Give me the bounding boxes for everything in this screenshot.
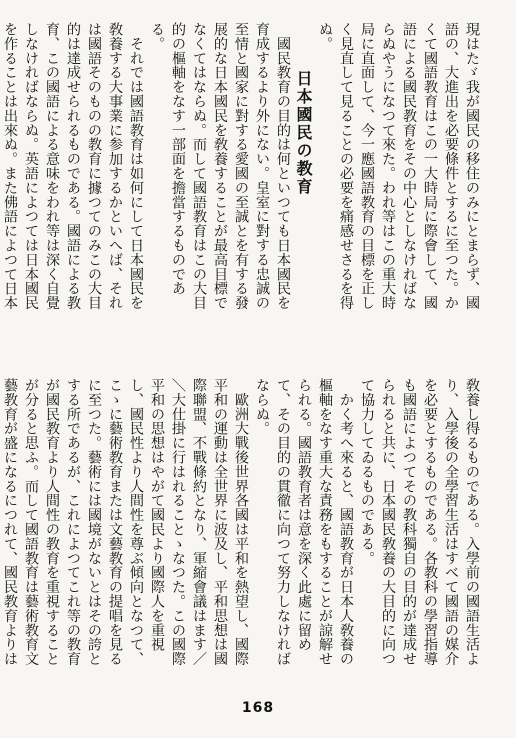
continued-paragraph: 敎養し得るものである。入學前の國語生活より、入學後の全學習生活はすべて國語の媒介を必要とするものである。各教科の學習指導も國語によつてその教科獨自の目的が達成せられると共に、日本國民敎養の大目的に向つて協力してゐるものである。 xyxy=(359,378,480,666)
paragraph: 國民教育の目的は何といつても日本國民を育成するより外にない。皇室に對する忠誠の至情と國家に對する愛國の至誠とを有する發展的な日本國民を敎養することが最高目標でなくてはならぬ。而して國語教育はこの大目的の樞軸をなす一部面を擔當するものである。 xyxy=(149,22,291,311)
lower-text-block xyxy=(2,378,482,670)
page-number: 168 xyxy=(241,700,275,716)
paragraph: 歐洲大戰後世界各國は平和を熱望し、國際平和の運動は全世界に波及し、平和思想は國際聯盟、不戰條約となり、軍縮會議はます／＼大仕掛に行はれることゝなつた。この國際平和の思想はやがて國民より國際人を重視し、國民性より人間性を尊ぶ傾向となつて、こゝに藝術教育または文藝教育の提唱を見るに至つた。藝術には國境がないとはその誇とする所であるが、これによつてこれ等の教育が國民教育より人間性の教育を重視することが分ると思ふ。而して國語教育は藝術教育文藝教育が盛になるにつれて、國民教育よりは xyxy=(2,378,249,667)
section-heading: 日本國民の教育 xyxy=(294,70,313,196)
continued-paragraph: 現はたゞ我が國民の移住のみにとまらず、國語の、大進出を必要條件とするに至つた。かくて國語教育はこの一大時局に際會して、國語による國民教育をその中心としなければならぬやうになつて來た。われ等はこの重大時局に直面して、今一應國語教育の目標を正しく見直して見ることの必要を痛感せさるを得ぬ。 xyxy=(317,22,480,310)
paragraph: かく考へ來ると、國語教育が日本人敎養の樞軸をなす重大な責務をもすることが諒解せられる。國語教育者は意を深く此處に留めて、その目的の貫徹に向つて努力しなければならぬ。 xyxy=(254,378,354,667)
upper-text-block xyxy=(2,22,482,322)
paragraph: それでは國語教育は如何にして日本國民を敎養する大事業に参加するかといへば、それは國語そのものの教育に據つてのみこの大目的は達成せられるものである。國語による教育、この國語による意味をわれ等は深く自覺しなければならぬ。英語によつては日本國民を作ることは出來ぬ。また佛語によつて日本 xyxy=(2,22,144,311)
